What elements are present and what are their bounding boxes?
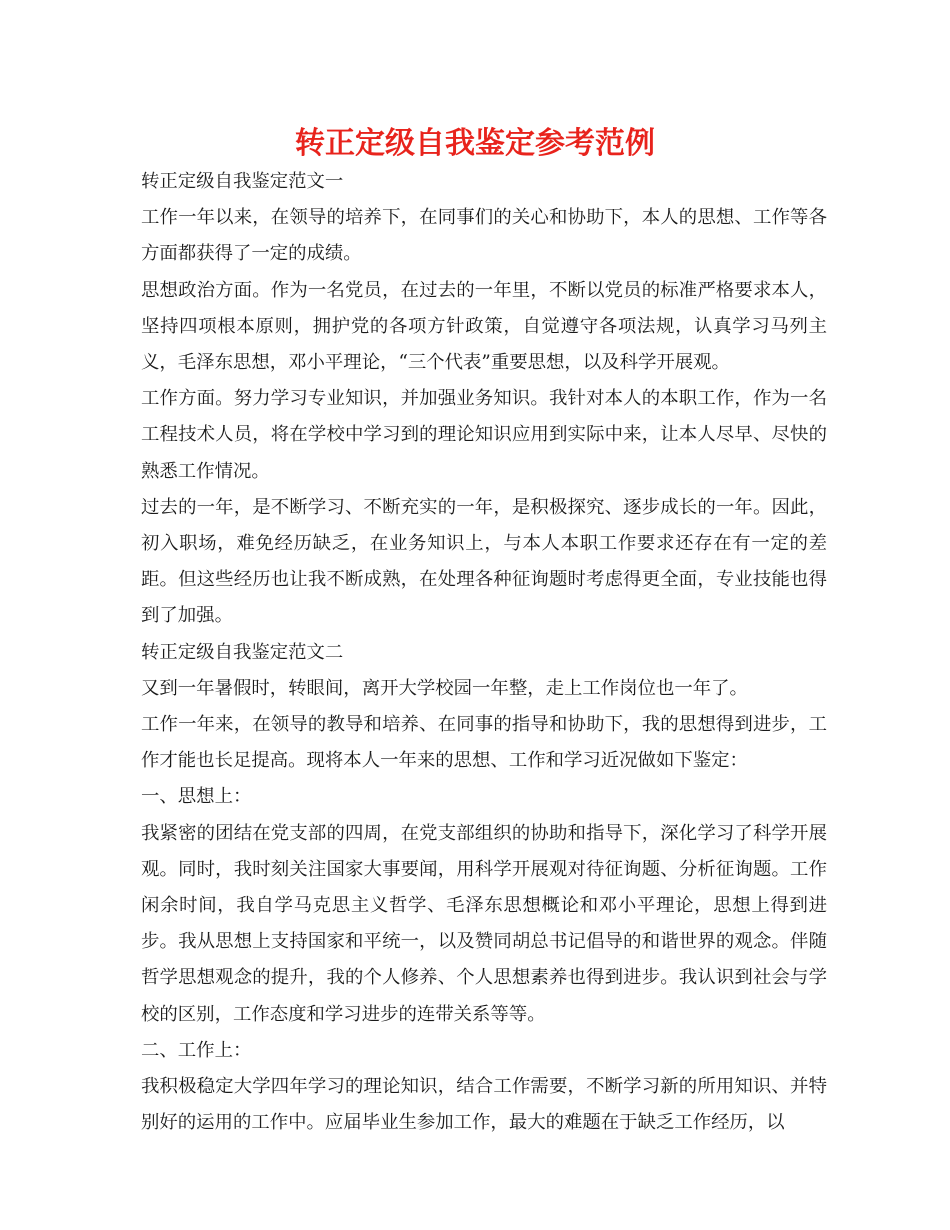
section-heading-1: 转正定级自我鉴定范文一 bbox=[141, 171, 344, 192]
paragraph: 思想政治方面。作为一名党员，在过去的一年里，不断以党员的标准严格要求本人，坚持四项根本原则，拥护党的各项方针政策，自觉遵守各项法规，认真学习马列主义，毛泽东思想，邓小平理论，“三个代表”重要思想，以及科学开展观。 bbox=[141, 279, 827, 374]
paragraph: 我紧密的团结在党支部的四周，在党支部组织的协助和指导下，深化学习了科学开展观。同时，我时刻关注国家大事要闻，用科学开展观对待征询题、分析征询题。工作闲余时间，我自学马克思主义哲学、毛泽东思想概论和邓小平理论，思想上得到进步。我从思想上支持国家和平统一，以及赞同胡总书记倡导的和谐世界的观念。伴随哲学思想观念的提升，我的个人修养、个人思想素养也得到进步。我认识到社会与学校的区别，工作态度和学习进步的连带关系等等。 bbox=[141, 822, 827, 1025]
paragraph: 工作一年以来，在领导的培养下，在同事们的关心和协助下，本人的思想、工作等各方面都获得了一定的成绩。 bbox=[141, 207, 827, 265]
paragraph: 过去的一年，是不断学习、不断充实的一年，是积极探究、逐步成长的一年。因此，初入职场，难免经历缺乏，在业务知识上，与本人本职工作要求还存在有一定的差距。但这些经历也让我不断成熟，在处理各种征询题时考虑得更全面，专业技能也得到了加强。 bbox=[141, 496, 827, 627]
subheading: 一、思想上： bbox=[141, 786, 252, 808]
subheading: 二、工作上： bbox=[141, 1039, 252, 1061]
document-body bbox=[141, 164, 827, 1141]
section-heading-2: 转正定级自我鉴定范文二 bbox=[141, 641, 344, 663]
document-title: 转正定级自我鉴定参考范例 bbox=[295, 126, 655, 161]
paragraph: 我积极稳定大学四年学习的理论知识，结合工作需要，不断学习新的所用知识、并特别好的运用的工作中。应届毕业生参加工作，最大的难题在于缺乏工作经历，以 bbox=[141, 1076, 827, 1134]
paragraph: 工作方面。努力学习专业知识，并加强业务知识。我针对本人的本职工作，作为一名工程技术人员，将在学校中学习到的理论知识应用到实际中来，让本人尽早、尽快的熟悉工作情况。 bbox=[141, 388, 827, 482]
paragraph: 又到一年暑假时，转眼间，离开大学校园一年整，走上工作岗位也一年了。 bbox=[141, 677, 748, 699]
paragraph: 工作一年来，在领导的教导和培养、在同事的指导和协助下，我的思想得到进步，工作才能也长足提高。现将本人一年来的思想、工作和学习近况做如下鉴定： bbox=[141, 714, 827, 772]
